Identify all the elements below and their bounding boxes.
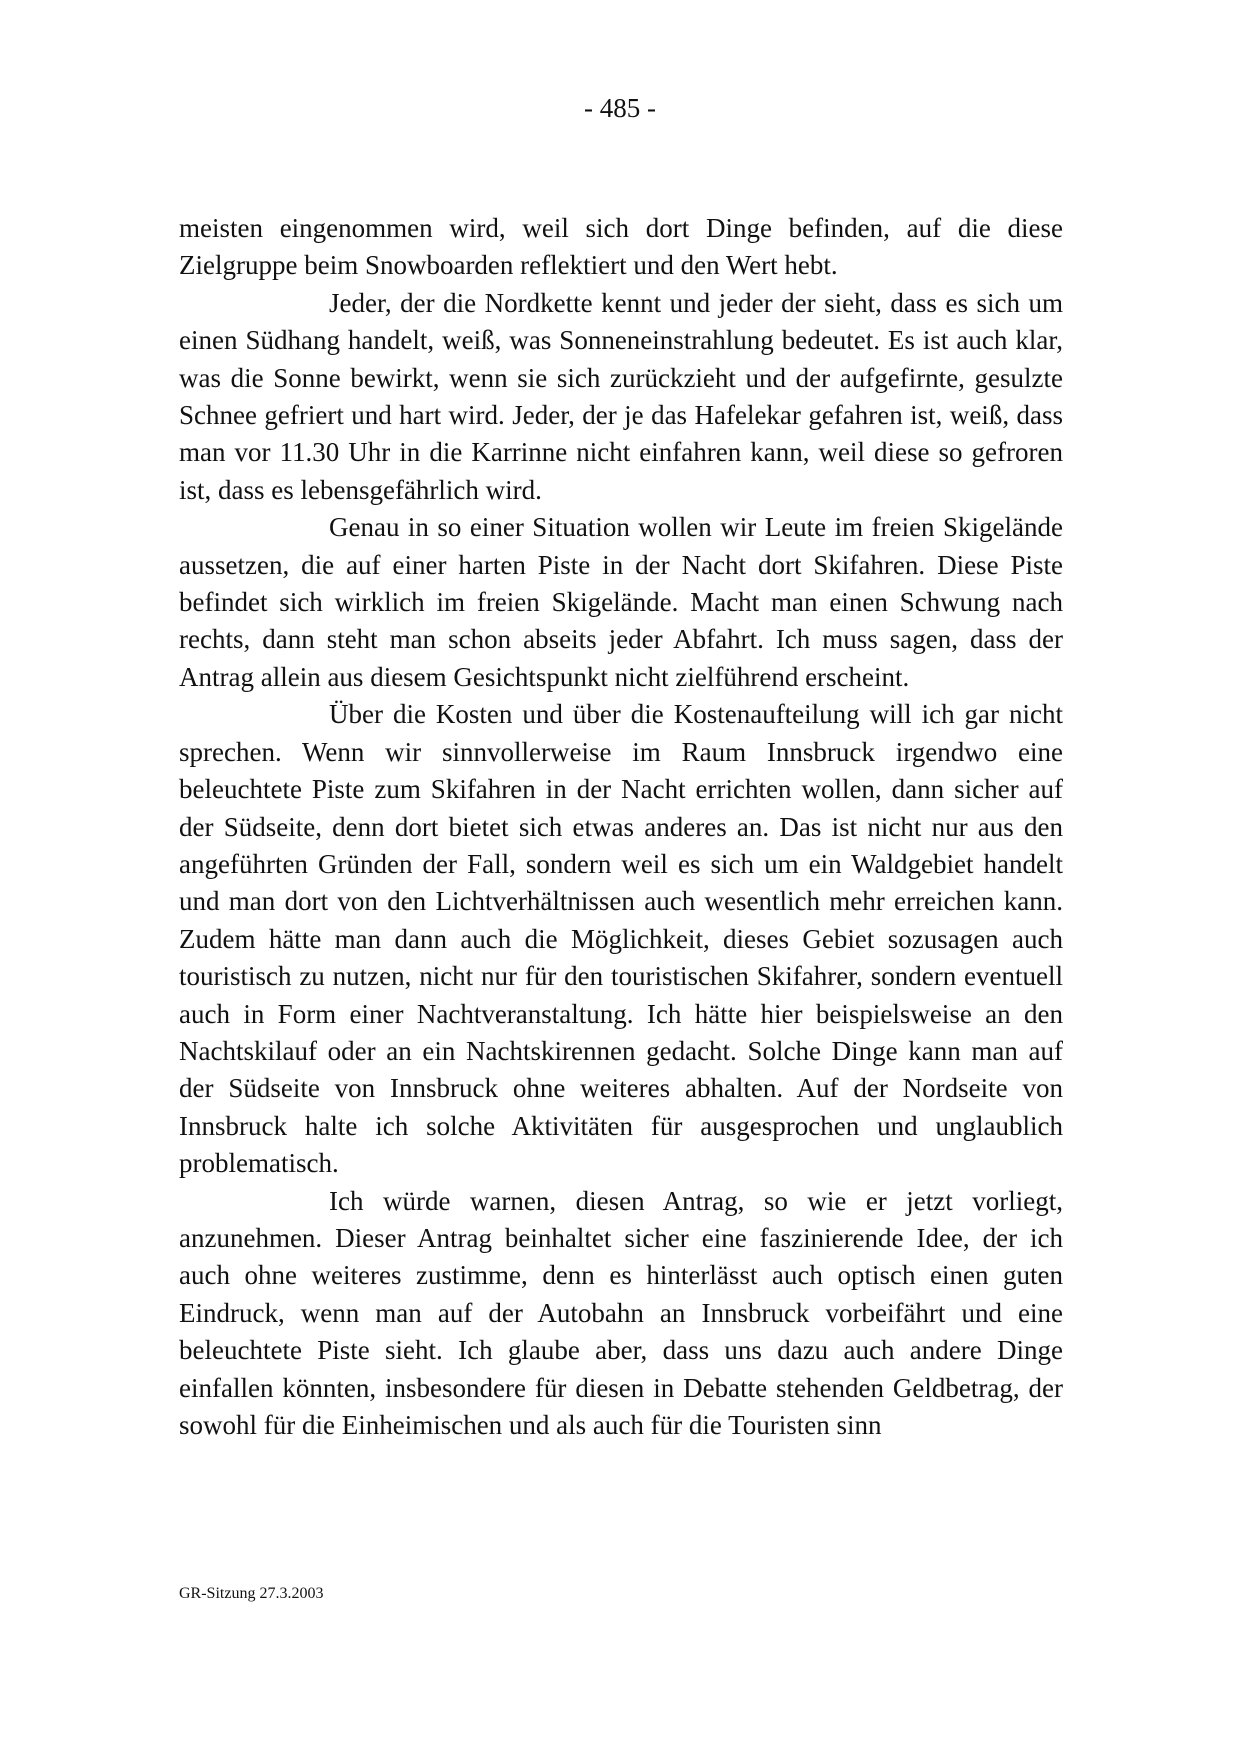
paragraph-5: Ich würde warnen, diesen Antrag, so wie er jetzt vorliegt, anzunehmen. Dieser Antrag beinhaltet sicher eine faszinierende Idee, der ich auch ohne weiteres zustimme, denn es hinterlässt auch optisch einen guten Eindruck, wenn man auf der Autobahn an Innsbruck vorbeifährt und eine beleuchtete Piste sieht. Ich glaube aber, dass uns dazu auch andere Dinge einfallen könnten, insbesondere für diesen in Debatte stehenden Geldbetrag, der sowohl für die Einheimischen und als auch für die Touristen sinn (179, 1185, 1063, 1440)
paragraph-3: Genau in so einer Situation wollen wir Leute im freien Skigelände aussetzen, die auf einer harten Piste in der Nacht dort Skifahren. Diese Piste befindet sich wirklich im freien Skigelände. Macht man einen Schwung nach rechts, dann steht man schon abseits jeder Abfahrt. Ich muss sagen, dass der Antrag allein aus diesem Gesichtspunkt nicht zielführend erscheint. (179, 512, 1063, 692)
footer-session-date: GR-Sitzung 27.3.2003 (179, 1585, 324, 1602)
paragraph-2: Jeder, der die Nordkette kennt und jeder der sieht, dass es sich um einen Südhang handelt, weiß, was Sonneneinstrahlung bedeutet. Es ist auch klar, was die Sonne bewirkt, wenn sie sich zurückzieht und der aufgefirnte, gesulzte Schnee gefriert und hart wird. Jeder, der je das Hafelekar gefahren ist, weiß, dass man vor 11.30 Uhr in die Karrinne nicht einfahren kann, weil diese so gefroren ist, dass es lebensgefährlich wird. (179, 287, 1063, 505)
paragraph-1: meisten eingenommen wird, weil sich dort Dinge befinden, auf die diese Zielgruppe beim Snowboarden reflektiert und den Wert hebt. (179, 213, 1063, 281)
page-number: - 485 - (584, 93, 656, 123)
document-body (179, 210, 1063, 1444)
paragraph-4: Über die Kosten und über die Kostenaufteilung will ich gar nicht sprechen. Wenn wir sinnvollerweise im Raum Innsbruck irgendwo eine beleuchtete Piste zum Skifahren in der Nacht errichten wollen, dann sicher auf der Südseite, denn dort bietet sich etwas anderes an. Das ist nicht nur aus den angeführten Gründen der Fall, sondern weil es sich um ein Waldgebiet handelt und man dort von den Lichtverhältnissen auch wesentlich mehr erreichen kann. Zudem hätte man dann auch die Möglichkeit, dieses Gebiet sozusagen auch touristisch zu nutzen, nicht nur für den touristischen Skifahrer, sondern eventuell auch in Form einer Nachtveranstaltung. Ich hätte hier beispielsweise an den Nachtskilauf oder an ein Nachtskirennen gedacht. Solche Dinge kann man auf der Südseite von Innsbruck ohne weiteres abhalten. Auf der Nordseite von Innsbruck halte ich solche Aktivitäten für ausgesprochen und unglaublich problematisch. (179, 699, 1063, 1179)
